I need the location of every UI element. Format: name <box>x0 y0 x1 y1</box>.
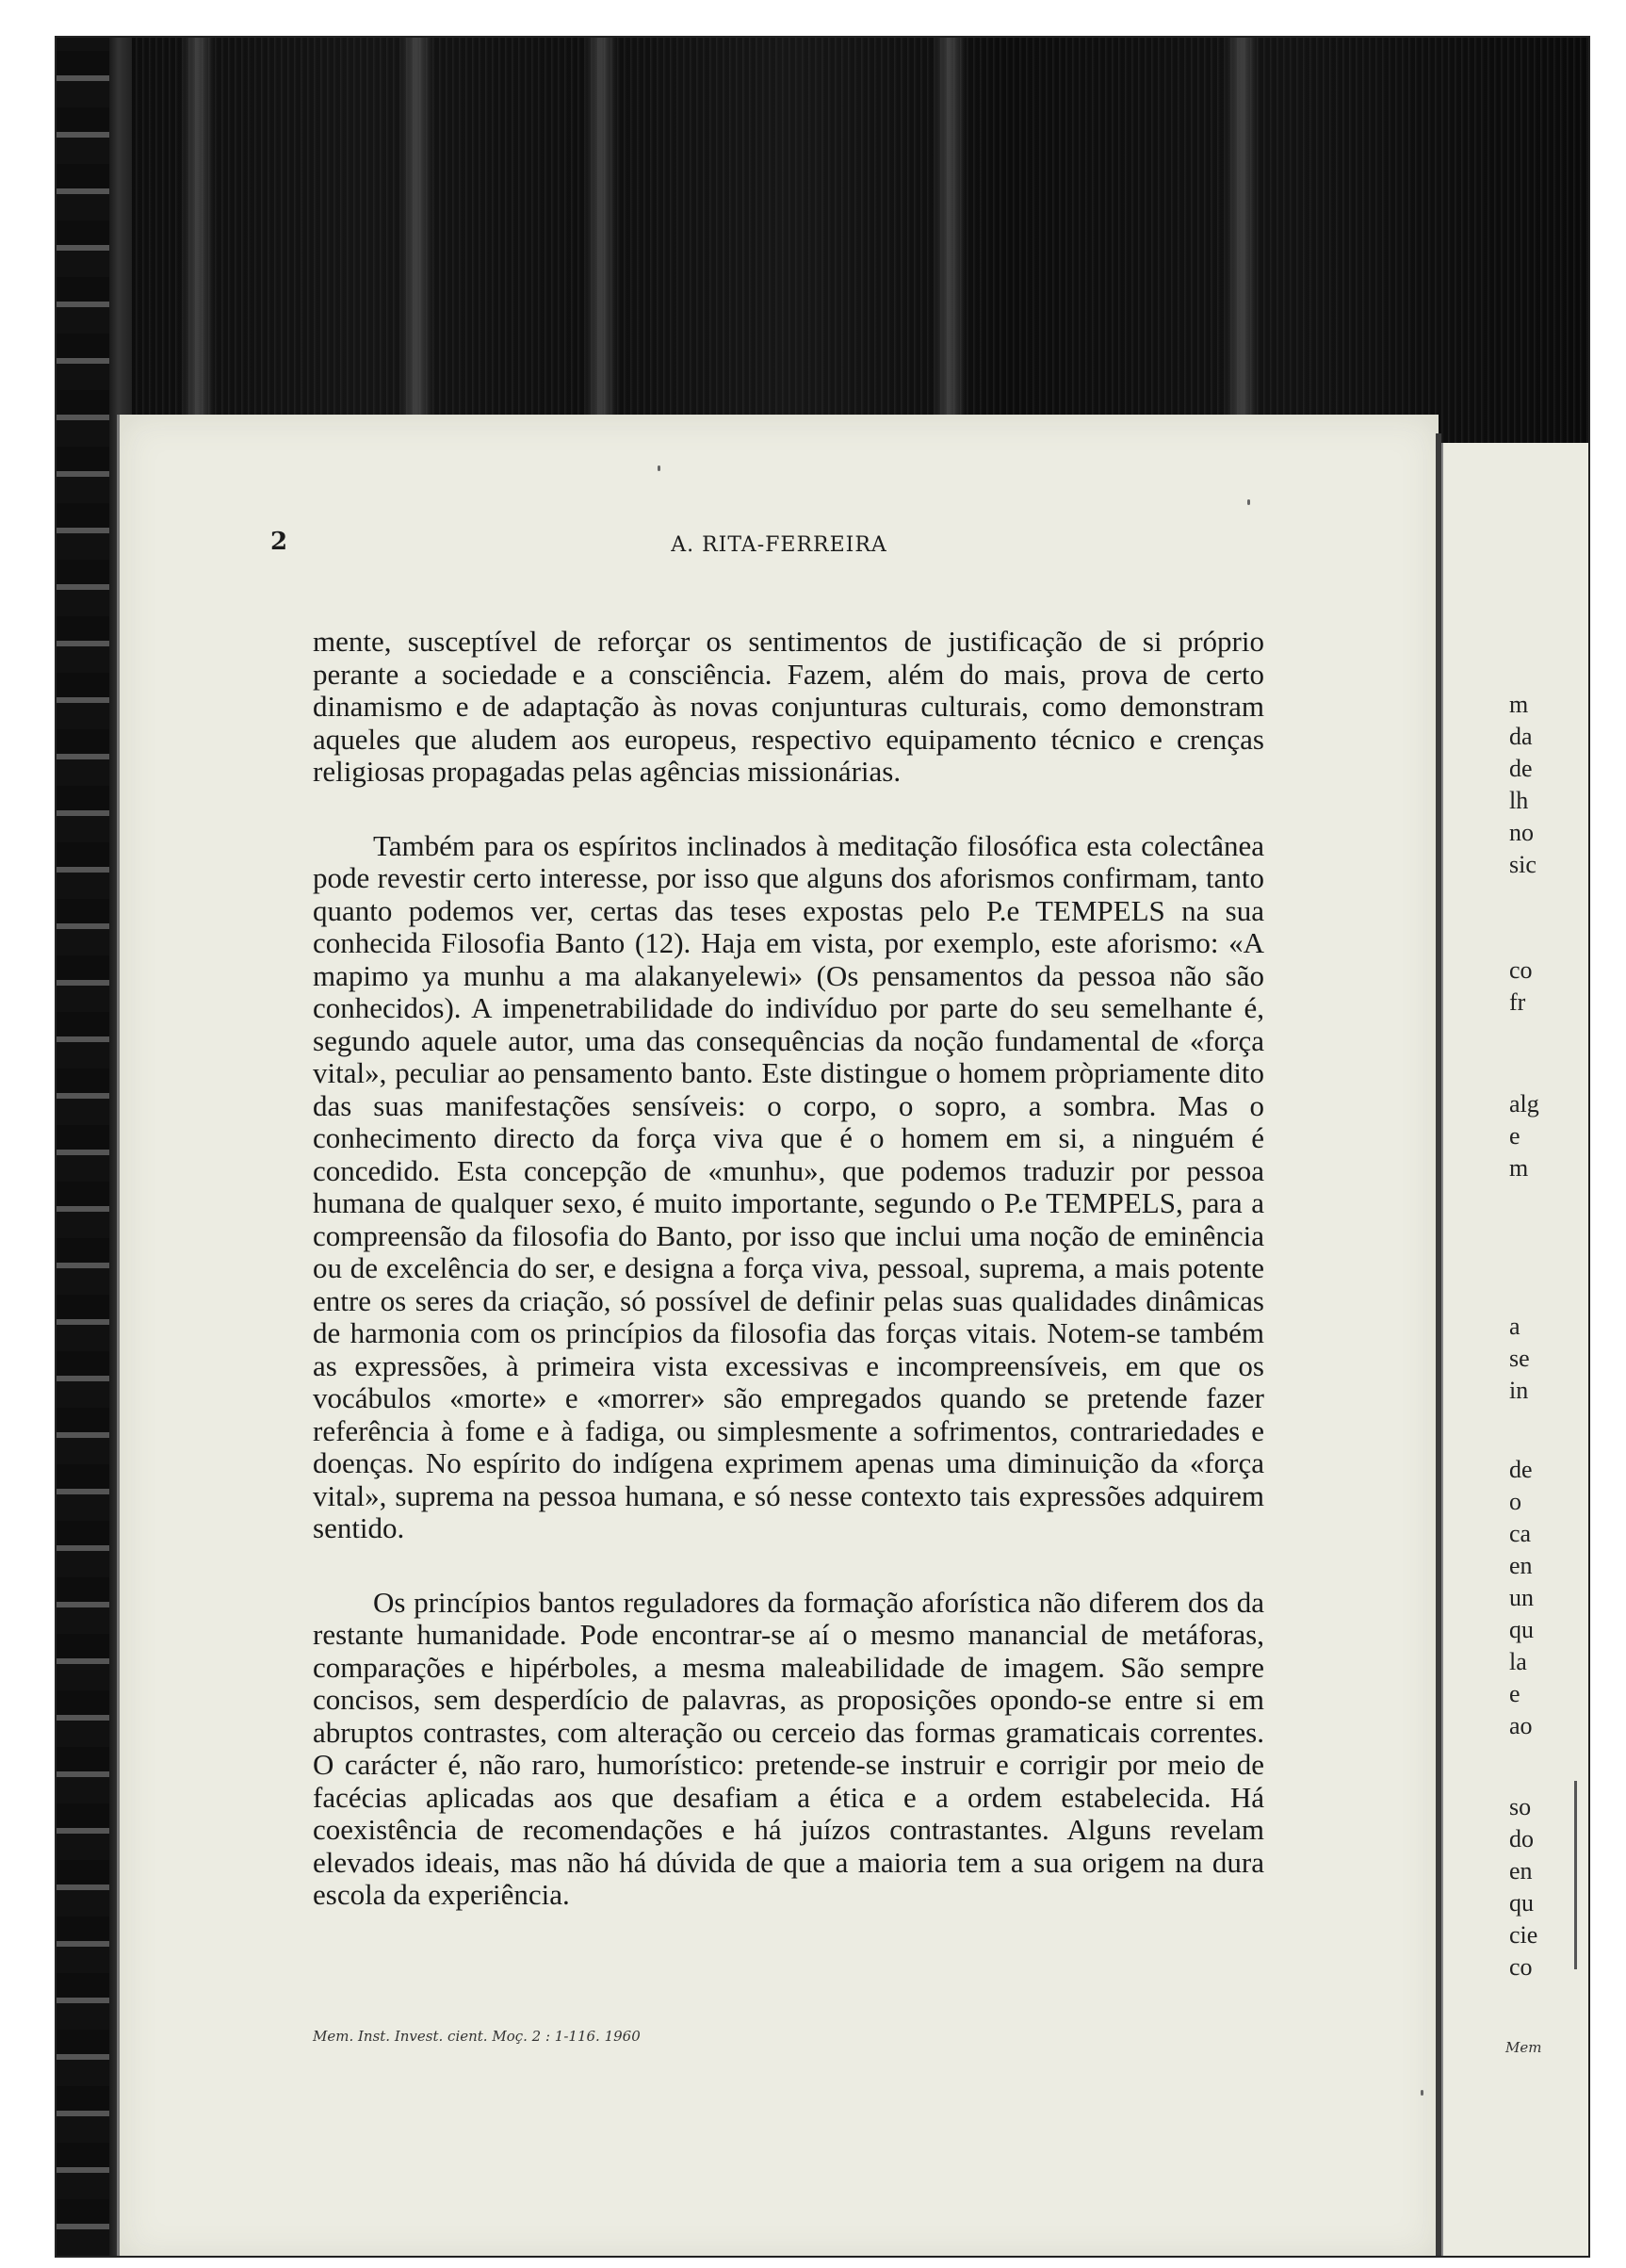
adjacent-fragment: do <box>1509 1825 1534 1852</box>
adjacent-fragment: un <box>1509 1584 1534 1611</box>
adjacent-fragment: m <box>1509 1154 1529 1182</box>
scan-streak <box>399 38 433 452</box>
adjacent-fragment: se <box>1509 1345 1530 1372</box>
scan-speck <box>1421 2090 1423 2096</box>
adjacent-page-edge <box>1574 1781 1577 1969</box>
scan-streak <box>181 38 215 452</box>
adjacent-fragment: m <box>1509 691 1529 718</box>
adjacent-fragment: lh <box>1509 787 1529 814</box>
page-footer: Mem. Inst. Invest. cient. Moç. 2 : 1-116. 1960 <box>313 2028 641 2045</box>
adjacent-fragment: qu <box>1509 1616 1534 1643</box>
adjacent-fragment: e <box>1509 1680 1520 1707</box>
scan-dark-band <box>57 38 1588 452</box>
scan-streak <box>584 38 618 452</box>
adjacent-fragment: de <box>1509 755 1533 782</box>
adjacent-page-footer: Mem <box>1505 2039 1542 2056</box>
scan-speck <box>658 465 660 471</box>
left-binding-strip <box>57 38 109 2256</box>
scan-streak <box>1225 38 1259 452</box>
adjacent-fragment: alg <box>1509 1090 1539 1118</box>
adjacent-fragment: qu <box>1509 1889 1534 1917</box>
scan-speck <box>1247 499 1250 505</box>
adjacent-fragment: co <box>1509 956 1533 984</box>
adjacent-fragment: da <box>1509 723 1533 750</box>
adjacent-fragment: fr <box>1509 988 1526 1016</box>
page-number: 2 <box>270 528 288 556</box>
adjacent-fragment: la <box>1509 1648 1527 1675</box>
adjacent-fragment: cie <box>1509 1921 1538 1949</box>
paragraph: mente, susceptível de reforçar os sentimentos de justificação de si próprio perante a sociedade e a consciência. Fazem, além do mais, prova de certo dinamismo e de adaptação às novas conjunturas culturais, como demonstram aqueles que aludem aos europeus, respectivo equipamento técnico e crenças religiosas propagadas pelas agências missionárias. <box>313 625 1264 788</box>
running-head: A. RITA-FERREIRA <box>671 533 887 557</box>
adjacent-fragment: ao <box>1509 1712 1533 1739</box>
adjacent-fragment: co <box>1509 1953 1533 1981</box>
adjacent-fragment: en <box>1509 1552 1533 1579</box>
paragraph: Também para os espíritos inclinados à meditação filosófica esta colectânea pode revestir certo interesse, por isso que alguns dos aforismos confirmam, tanto quanto podemos ver, certas das teses expostas pelo P.e TEMPELS na sua conhecida Filosofia Banto (12). Haja em vista, por exemplo, este aforismo: «A mapimo ya munhu a ma alakanyelewi» (Os pensamentos da pessoa não são conhecidos). A impenetrabilidade do indivíduo por parte do seu semelhante é, segundo aquele autor, uma das consequências da noção fundamental de «força vital», peculiar ao pensamento banto. Este distingue o homem pròpriamente dito das suas manifestações sensíveis: o corpo, o sopro, a sombra. Mas o conhecimento directo da força viva que é o homem em si, a ninguém é concedido. Esta concepção de «munhu», que podemos traduzir por pessoa humana de qualquer sexo, é muito importante, segundo o P.e TEMPELS, para a compreensão da filosofia do Banto, por isso que inclui uma noção de eminência ou de excelência do ser, e designa a força viva, pessoal, suprema, a mais potente entre os seres da criação, só possível de definir pelas suas qualidades dinâmicas de harmonia com os princípios da filosofia das forças vitais. Notem-se também as expressões, à primeira vista excessivas e incompreensíveis, em que os vocábulos «morte» e «morrer» são empregados quando se pretende fazer referência à fome e à fadiga, ou simplesmente a sofrimentos, contrariedades e doenças. No espírito do indígena exprimem apenas uma diminuição da «força vital», suprema na pessoa humana, e só nesse contexto tais expressões adquirem sentido. <box>313 828 1264 1544</box>
scan-streak <box>933 38 967 452</box>
body-text <box>313 626 1264 1953</box>
adjacent-fragment: ca <box>1509 1520 1532 1547</box>
adjacent-fragment: a <box>1509 1313 1520 1340</box>
adjacent-fragment: sic <box>1509 851 1537 878</box>
adjacent-fragment: no <box>1509 819 1534 846</box>
adjacent-fragment: de <box>1509 1456 1533 1483</box>
adjacent-fragment: o <box>1509 1488 1521 1515</box>
adjacent-fragment: so <box>1509 1793 1532 1820</box>
adjacent-fragment: en <box>1509 1857 1533 1885</box>
adjacent-fragment: e <box>1509 1122 1520 1150</box>
paragraph: Os princípios bantos reguladores da formação aforística não diferem dos da restante humanidade. Pode encontrar-se aí o mesmo manancial de metáforas, comparações e hipérboles, a mesma maleabilidade de imagem. São sempre concisos, sem desperdício de palavras, as proposições opondo-se entre si em abruptos contrastes, com alteração ou cerceio das formas gramaticais correntes. O carácter é, não raro, humorístico: pretende-se instruir e corrigir por meio de facécias aplicadas aos que desafiam a ética e a ordem estabelecida. Há coexistência de recomendações e há juízos contrastantes. Alguns revelam elevados ideais, mas não há dúvida de que a maioria tem a sua origem na dura escola da experiência. <box>313 1585 1264 1911</box>
adjacent-fragment: in <box>1509 1377 1529 1404</box>
